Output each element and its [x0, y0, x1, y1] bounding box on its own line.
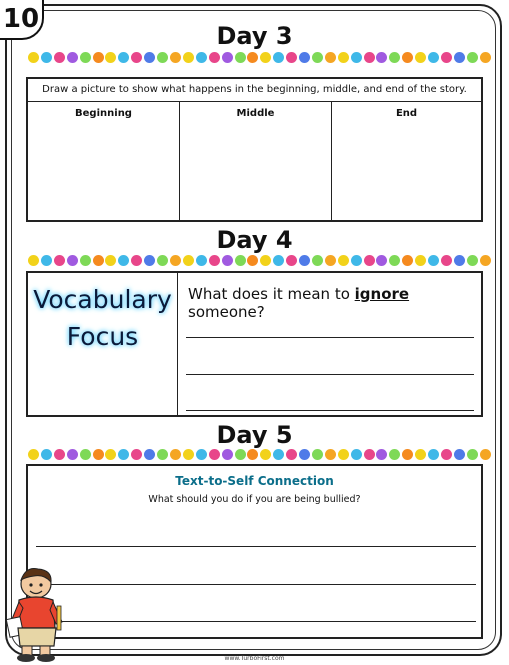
decor-dot: [28, 255, 39, 266]
decor-dot: [235, 255, 246, 266]
decor-dot: [209, 52, 220, 63]
decor-dot: [364, 449, 375, 460]
decor-dot: [222, 52, 233, 63]
decor-dot: [415, 255, 426, 266]
decor-dot: [351, 52, 362, 63]
dot-divider-3: [28, 448, 491, 460]
decor-dot: [286, 255, 297, 266]
decor-dot: [235, 449, 246, 460]
decor-dot: [299, 255, 310, 266]
decor-dot: [402, 449, 413, 460]
answer-line-2: [186, 374, 474, 375]
decor-dot: [247, 449, 258, 460]
decor-dot: [196, 449, 207, 460]
decor-dot: [222, 449, 233, 460]
decor-dot: [415, 449, 426, 460]
decor-dot: [389, 52, 400, 63]
day3-story-box: [26, 77, 483, 222]
decor-dot: [131, 52, 142, 63]
decor-dot: [273, 52, 284, 63]
decor-dot: [273, 255, 284, 266]
footer-url: www.TurboFirst.com: [224, 655, 285, 662]
decor-dot: [351, 449, 362, 460]
day5-connection-box: [26, 464, 483, 639]
decor-dot: [105, 52, 116, 63]
decor-dot: [144, 52, 155, 63]
vocab-question: [188, 285, 481, 321]
decor-dot: [467, 255, 478, 266]
decor-dot: [93, 255, 104, 266]
text-to-self-question: What should you do if you are being bullied?: [148, 494, 361, 505]
decor-dot: [260, 52, 271, 63]
decor-dot: [376, 255, 387, 266]
decor-dot: [170, 255, 181, 266]
decor-dot: [157, 52, 168, 63]
decor-dot: [28, 449, 39, 460]
vocab-question-start: What does it mean to: [188, 285, 355, 303]
answer-line-6: [36, 621, 476, 622]
column-end: [332, 102, 481, 220]
decor-dot: [454, 255, 465, 266]
decor-dot: [209, 449, 220, 460]
decor-dot: [480, 449, 491, 460]
decor-dot: [312, 52, 323, 63]
decor-dot: [286, 449, 297, 460]
dot-divider-2: [28, 254, 491, 266]
decor-dot: [157, 449, 168, 460]
vocab-word: ignore: [354, 285, 410, 303]
decor-dot: [441, 449, 452, 460]
decor-dot: [480, 52, 491, 63]
decor-dot: [273, 449, 284, 460]
column-label-end: End: [395, 108, 418, 119]
decor-dot: [325, 449, 336, 460]
decor-dot: [299, 52, 310, 63]
column-label-beginning: Beginning: [75, 108, 132, 119]
decor-dot: [41, 52, 52, 63]
decor-dot: [389, 449, 400, 460]
decor-dot: [93, 52, 104, 63]
decor-dot: [454, 449, 465, 460]
decor-dot: [247, 52, 258, 63]
decor-dot: [338, 449, 349, 460]
vocab-label-line2: Focus: [66, 322, 139, 351]
day4-vocab-box: [26, 271, 483, 417]
decor-dot: [54, 449, 65, 460]
decor-dot: [312, 255, 323, 266]
decor-dot: [118, 52, 129, 63]
decor-dot: [157, 255, 168, 266]
day3-title: Day 3: [216, 22, 293, 50]
column-beginning: [28, 102, 180, 220]
decor-dot: [183, 52, 194, 63]
answer-line-3: [186, 410, 474, 411]
decor-dot: [105, 255, 116, 266]
decor-dot: [312, 449, 323, 460]
day4-title: Day 4: [216, 226, 293, 254]
decor-dot: [131, 449, 142, 460]
decor-dot: [80, 52, 91, 63]
decor-dot: [41, 255, 52, 266]
decor-dot: [299, 449, 310, 460]
decor-dot: [183, 255, 194, 266]
decor-dot: [260, 255, 271, 266]
decor-dot: [325, 255, 336, 266]
answer-line-4: [36, 546, 476, 547]
page-number: 10: [0, 0, 44, 40]
decor-dot: [41, 449, 52, 460]
decor-dot: [67, 255, 78, 266]
decor-dot: [467, 449, 478, 460]
dot-divider-1: [28, 51, 491, 63]
decor-dot: [222, 255, 233, 266]
decor-dot: [286, 52, 297, 63]
decor-dot: [351, 255, 362, 266]
decor-dot: [325, 52, 336, 63]
text-to-self-heading: Text-to-Self Connection: [175, 474, 334, 488]
decor-dot: [467, 52, 478, 63]
column-label-middle: Middle: [236, 108, 275, 119]
decor-dot: [402, 52, 413, 63]
decor-dot: [428, 52, 439, 63]
decor-dot: [144, 449, 155, 460]
answer-line-1: [186, 337, 474, 338]
decor-dot: [80, 449, 91, 460]
decor-dot: [209, 255, 220, 266]
decor-dot: [338, 255, 349, 266]
decor-dot: [364, 255, 375, 266]
decor-dot: [118, 255, 129, 266]
decor-dot: [402, 255, 413, 266]
decor-dot: [144, 255, 155, 266]
column-middle: [180, 102, 332, 220]
decor-dot: [364, 52, 375, 63]
day3-instruction: Draw a picture to show what happens in the beginning, middle, and end of the story.: [28, 79, 481, 102]
decor-dot: [183, 449, 194, 460]
decor-dot: [428, 449, 439, 460]
decor-dot: [80, 255, 91, 266]
decor-dot: [170, 52, 181, 63]
decor-dot: [196, 255, 207, 266]
decor-dot: [441, 255, 452, 266]
vocab-label-line1: Vocabulary: [33, 285, 172, 314]
decor-dot: [338, 52, 349, 63]
answer-line-5: [36, 584, 476, 585]
decor-dot: [441, 52, 452, 63]
decor-dot: [28, 52, 39, 63]
decor-dot: [196, 52, 207, 63]
decor-dot: [235, 52, 246, 63]
decor-dot: [105, 449, 116, 460]
decor-dot: [67, 52, 78, 63]
decor-dot: [54, 52, 65, 63]
decor-dot: [389, 255, 400, 266]
decor-dot: [118, 449, 129, 460]
decor-dot: [376, 52, 387, 63]
decor-dot: [428, 255, 439, 266]
decor-dot: [67, 449, 78, 460]
decor-dot: [54, 255, 65, 266]
decor-dot: [93, 449, 104, 460]
decor-dot: [131, 255, 142, 266]
vocabulary-focus-panel: [28, 273, 178, 415]
decor-dot: [415, 52, 426, 63]
decor-dot: [454, 52, 465, 63]
day5-title: Day 5: [216, 421, 293, 449]
boy-clipart-icon: [6, 566, 68, 662]
decor-dot: [170, 449, 181, 460]
decor-dot: [260, 449, 271, 460]
decor-dot: [376, 449, 387, 460]
decor-dot: [480, 255, 491, 266]
decor-dot: [247, 255, 258, 266]
vocab-question-end: someone?: [188, 303, 265, 321]
